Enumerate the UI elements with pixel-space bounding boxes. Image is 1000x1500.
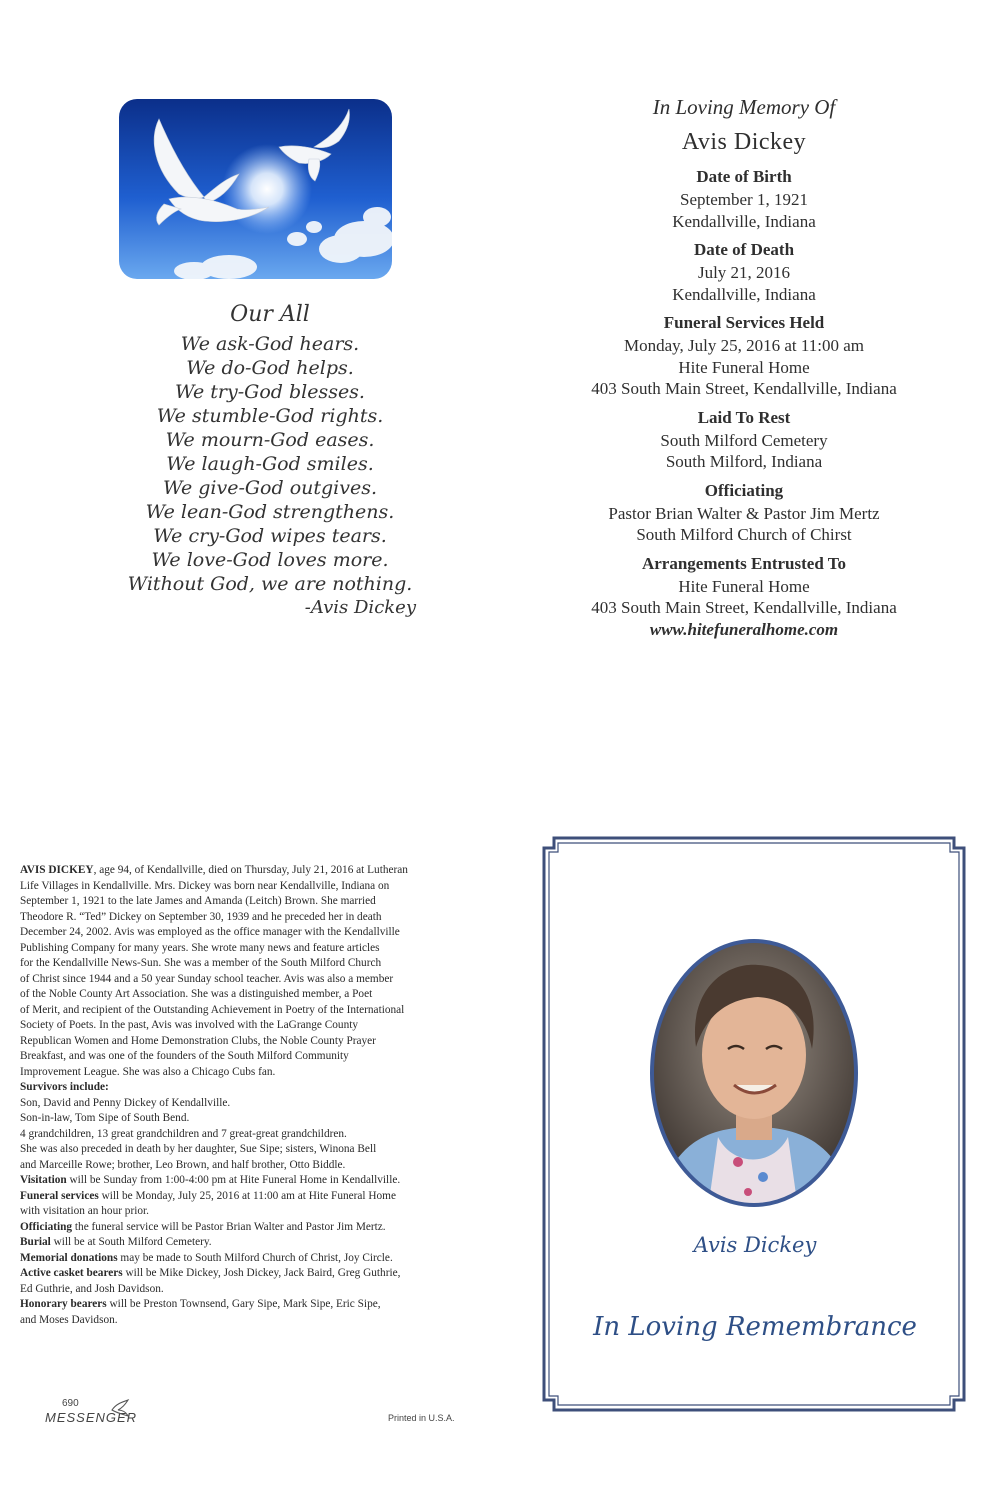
poem-line: We mourn-God eases. — [165, 429, 375, 451]
obituary-line: for the Kendallville News-Sun. She was a member of the South Milford Church — [20, 957, 382, 969]
rest-label: Laid To Rest — [697, 407, 791, 427]
officiating-section — [560, 479, 928, 546]
rest-city: South Milford, Indiana — [665, 452, 823, 471]
services-when: Monday, July 25, 2016 at 11:00 am — [623, 336, 865, 355]
obituary-line: Improvement League. She was also a Chicago Cubs fan. — [20, 1065, 276, 1078]
birth-section — [560, 165, 928, 232]
obituary-line: Breakfast, and was one of the founders of the South Milford Community — [20, 1050, 349, 1062]
rest-section — [560, 406, 928, 473]
obituary-text — [20, 863, 470, 1328]
death-place: Kendallville, Indiana — [672, 284, 816, 304]
survivor-line: She was also preceded in death by her daughter, Sue Sipe; sisters, Winona Bell — [20, 1143, 377, 1155]
visitation-line: Visitation will be Sunday from 1:00-4:00 pm at Hite Funeral Home in Kendallville. — [20, 1174, 401, 1186]
services-venue: Hite Funeral Home — [678, 357, 810, 377]
obituary-line: Republican Women and Home Demonstration Clubs, the Noble County Prayer — [20, 1034, 376, 1047]
poem-line: We love-God loves more. — [151, 549, 389, 571]
obituary-line: Theodore R. “Ted” Dickey on September 30, 1939 and he preceded her in death — [20, 910, 382, 923]
poem-line: We do-God helps. — [186, 357, 354, 379]
arrangements-section — [560, 552, 928, 641]
poem-line: We laugh-God smiles. — [166, 453, 374, 475]
services-label: Funeral Services Held — [663, 313, 825, 332]
obituary-line: September 1, 1921 to the late James and Amanda (Leitch) Brown. She married — [20, 895, 376, 907]
poem-author: -Avis Dickey — [304, 597, 416, 618]
dove-logo-icon — [108, 1396, 132, 1418]
birth-label: Date of Birth — [696, 167, 792, 186]
poem-line: We give-God outgives. — [162, 477, 378, 499]
deceased-name: Avis Dickey — [681, 129, 807, 155]
brand-logo: MESSENGER — [45, 1410, 138, 1425]
poem-line: We try-God blesses. — [175, 381, 365, 403]
poem-line: We stumble-God rights. — [156, 405, 384, 427]
death-label: Date of Death — [693, 240, 795, 259]
arrangements-address: 403 South Main Street, Kendallville, Indiana — [591, 598, 897, 617]
portrait-photo — [648, 937, 860, 1209]
death-date: July 21, 2016 — [697, 263, 791, 282]
casket-line: Active casket bearers will be Mike Dickey, Josh Dickey, Jack Baird, Greg Guthrie, — [20, 1267, 401, 1279]
officiating-label: Officiating — [704, 480, 784, 500]
obituary-line: of Merit, and recipient of the Outstanding Achievement in Poetry of the International — [20, 1003, 405, 1016]
casket-line: Ed Guthrie, and Josh Davidson. — [20, 1282, 164, 1295]
form-number: 690 — [62, 1398, 79, 1409]
portrait-name: Avis Dickey — [693, 1233, 817, 1257]
doves-image — [119, 99, 392, 279]
birth-place: Kendallville, Indiana — [672, 211, 816, 231]
arrangements-venue: Hite Funeral Home — [678, 576, 810, 596]
officiating-line: Officiating the funeral service will be Pastor Brian Walter and Pastor Jim Mertz. — [20, 1220, 386, 1233]
obituary-name: AVIS DICKEY — [20, 864, 94, 876]
poem — [110, 300, 430, 620]
poem-line: We lean-God strengthens. — [145, 501, 395, 523]
obituary-line: of the Noble County Art Association. She was a distinguished member, a Poet — [20, 988, 373, 1000]
obituary-line: Life Villages in Kendallville. Mrs. Dickey was born near Kendallville, Indiana on — [20, 879, 390, 892]
survivor-line: Son-in-law, Tom Sipe of South Bend. — [20, 1112, 190, 1124]
rest-place: South Milford Cemetery — [660, 430, 828, 450]
officiating-church: South Milford Church of Chirst — [636, 525, 852, 544]
survivor-line: 4 grandchildren, 13 great grandchildren and 7 great-great grandchildren. — [20, 1127, 347, 1140]
obituary-line: Society of Poets. In the past, Avis was involved with the LaGrange County — [20, 1019, 359, 1031]
survivor-line: and Marceille Rowe; brother, Leo Brown, and half brother, Otto Biddle. — [20, 1158, 346, 1171]
obituary-line: Publishing Company for many years. She wrote many news and feature articles — [20, 941, 380, 954]
poem-line: We cry-God wipes tears. — [153, 525, 387, 547]
funeral-line: Funeral services will be Monday, July 25, 2016 at 11:00 am at Hite Funeral Home — [20, 1189, 396, 1202]
memorial-line: Memorial donations may be made to South Milford Church of Christ, Joy Circle. — [20, 1251, 393, 1264]
memory-heading: In Loving Memory Of — [652, 95, 836, 119]
website-link[interactable]: www.hitefuneralhome.com — [649, 619, 839, 639]
poem-title: Our All — [230, 302, 310, 327]
services-section — [560, 311, 928, 400]
printed-notice: Printed in U.S.A. — [388, 1413, 455, 1423]
services-address: 403 South Main Street, Kendallville, Indiana — [591, 379, 897, 398]
obituary-line: December 24, 2002. Avis was employed as the office manager with the Kendallville — [20, 926, 400, 938]
honorary-line: Honorary bearers will be Preston Townsend, Gary Sipe, Mark Sipe, Eric Sipe, — [20, 1298, 381, 1310]
arrangements-label: Arrangements Entrusted To — [641, 553, 846, 573]
obituary-line: AVIS DICKEY, age 94, of Kendallville, died on Thursday, July 21, 2016 at Lutheran — [20, 864, 408, 876]
survivor-line: Son, David and Penny Dickey of Kendallville. — [20, 1096, 231, 1109]
honorary-line: and Moses Davidson. — [20, 1313, 118, 1326]
survivors-label: Survivors include: — [20, 1081, 109, 1093]
officiating-names: Pastor Brian Walter & Pastor Jim Mertz — [608, 503, 880, 523]
birth-date: September 1, 1921 — [680, 190, 808, 209]
poem-line: We ask-God hears. — [180, 333, 360, 355]
death-section — [560, 238, 928, 305]
burial-line: Burial will be at South Milford Cemetery. — [20, 1236, 212, 1248]
memorial-details — [560, 92, 928, 641]
poem-line: Without God, we are nothing. — [127, 573, 413, 595]
obituary-line: of Christ since 1944 and a 50 year Sunday school teacher. Avis was also a member — [20, 972, 394, 985]
remembrance-title: In Loving Remembrance — [593, 1312, 917, 1342]
funeral-line: with visitation an hour prior. — [20, 1205, 149, 1217]
